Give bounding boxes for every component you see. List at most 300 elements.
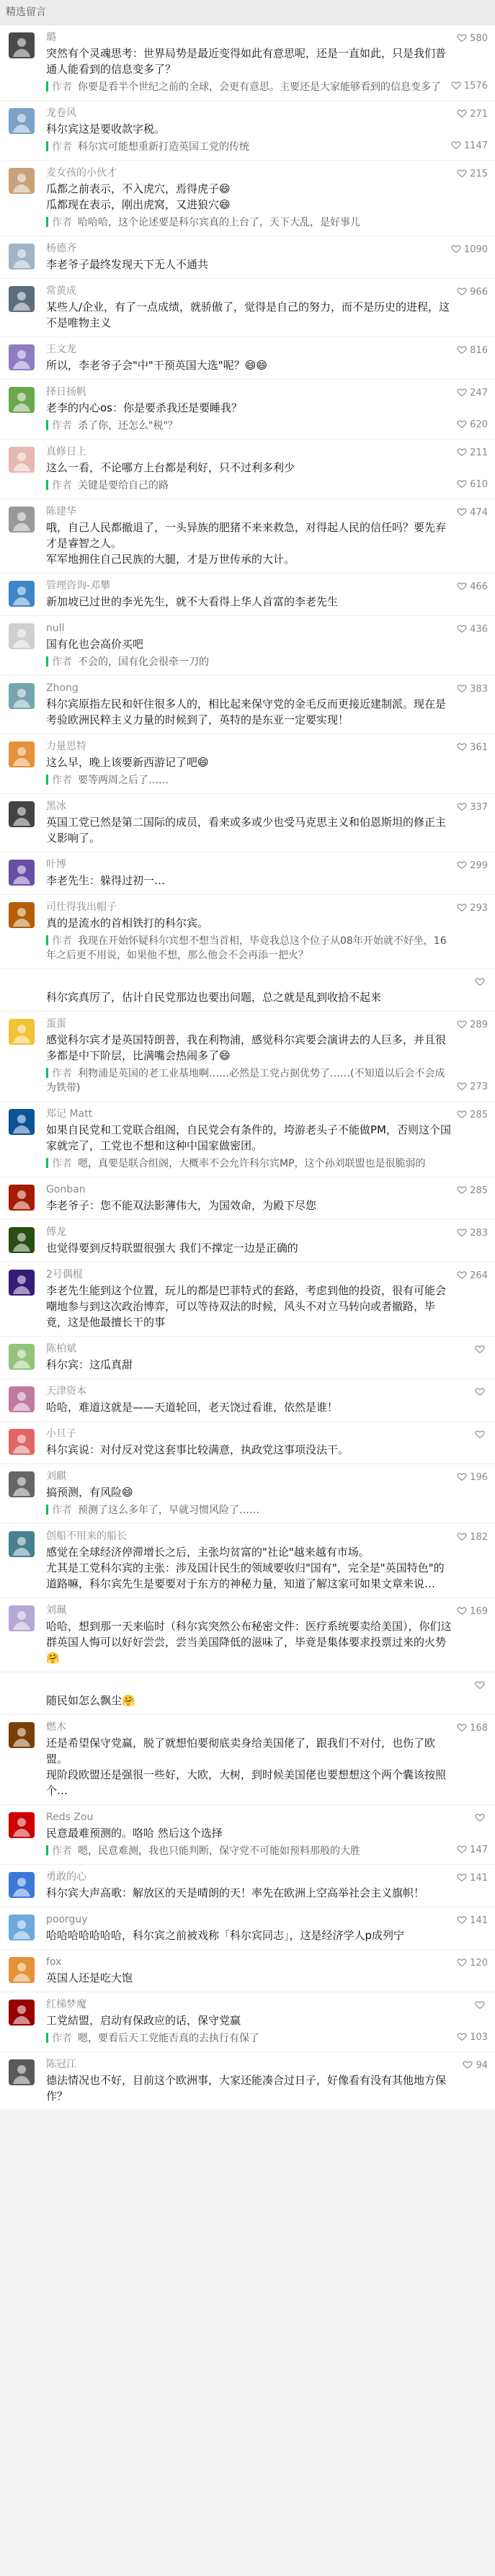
like-button[interactable] [457,447,488,460]
commenter-name: 陈冠江 [46,2059,76,2070]
commenter-name: 管理咨询-邓攀 [46,580,111,592]
thumbs-up-icon [457,860,467,870]
comment-text: 老李的内心os：你是要杀我还是要睡我？ [46,401,242,414]
reply-text: 利物浦是英国的老工业基地啊……必然是工党占据优势了……(不知道以后会不会成为铁带) [46,1068,445,1094]
like-button[interactable] [457,1722,488,1735]
comment-item [0,1715,495,1805]
thumbs-up-icon [457,1270,467,1280]
comment-item [0,1220,495,1262]
like-button[interactable] [457,801,488,814]
comment-text: 感觉科尔宾才是英国特朗普，我在利物浦，感觉科尔宾要会演讲去的人巨多，并且很多都是中下阶层，比满嘴会热闹多了😄 [46,1033,447,1062]
author-tag [46,775,48,785]
comment-list [0,25,495,2111]
like-button[interactable] [475,1812,488,1825]
like-button[interactable] [463,2059,488,2072]
reply-like-count: 610 [470,479,488,490]
author-reply [46,934,452,963]
like-count: 94 [476,2060,488,2071]
avatar[interactable] [9,344,35,370]
reply-like-count: 273 [470,1082,488,1092]
comment-item [0,895,495,969]
reply-like-button[interactable] [457,2031,488,2044]
commenter-name: 燃木 [46,1721,66,1733]
avatar[interactable] [9,741,35,767]
author-tag [46,1845,48,1855]
like-button[interactable] [451,244,488,257]
author-tag [46,2033,48,2043]
like-button[interactable] [457,286,488,299]
reply-text: 预测了这么多年了，早就习惯风险了…… [78,1505,259,1516]
thumbs-up-icon [457,1227,467,1237]
reply-text: 关键是要给自己的路 [78,480,169,491]
comment-text: 突然有个灵魂思考：世界局势是最近变得如此有意思呢，还是一直如此，只是我们普通人能看到的信息变多了？ [46,47,447,76]
thumbs-up-icon [463,2059,473,2069]
commenter-name: 天津资本 [46,1386,86,1397]
comment-text: 国有化也会高价买吧 [46,638,144,651]
like-count: 289 [470,1020,488,1030]
reply-like-count: 1147 [463,141,488,151]
comment-item [0,236,495,279]
avatar[interactable] [9,860,35,886]
author-reply [46,1503,452,1517]
avatar[interactable] [9,1429,35,1455]
comment-item [0,337,495,380]
like-button[interactable] [457,902,488,915]
avatar[interactable] [9,1680,35,1706]
commenter-name: 小旦子 [46,1428,76,1440]
like-button[interactable] [475,2000,488,2013]
thumbs-up-icon [451,80,461,90]
avatar[interactable] [9,286,35,312]
reply-like-button[interactable] [457,1081,488,1094]
comment-item [0,1337,495,1379]
thumbs-up-icon [457,32,467,43]
author-label: 作者 [52,1068,72,1079]
thumbs-up-icon [457,1471,467,1481]
reply-like-button[interactable] [451,80,488,93]
thumbs-up-icon [475,2000,485,2010]
like-button[interactable] [457,683,488,696]
like-button[interactable] [457,1270,488,1283]
like-button[interactable] [457,860,488,873]
thumbs-up-icon [475,1344,485,1354]
commenter-name: 麦女孩的小伙才 [46,167,117,179]
comment-text: 这么一看，不论哪方上台都是利好，只不过利多利少 [46,461,295,474]
like-button[interactable] [457,344,488,357]
like-count: 474 [470,507,488,518]
comment-item [0,2052,495,2111]
avatar[interactable] [9,1812,35,1838]
avatar[interactable] [9,387,35,413]
like-button[interactable] [475,1429,488,1442]
author-tag [46,420,48,430]
like-count: 1090 [463,244,488,255]
commenter-name: 勇敢的心 [46,1871,86,1883]
thumbs-up-icon [457,1872,467,1882]
like-count: 247 [470,388,488,398]
avatar[interactable] [9,1109,35,1135]
author-reply [46,140,452,154]
comment-text: 还是希望保守党赢，脱了就想怕要彻底卖身给美国佬了，跟我们不对付，也伤了欧盟。 现阶段欧盟还是强很一些好，大欧，大树，到时候美国佬也要想想这个两个囊该按照个… [46,1737,447,1797]
comment-text: 也觉得要到反特联盟很强大 我们不撑定一边是正确的 [46,1242,298,1254]
like-button[interactable] [457,108,488,121]
avatar[interactable] [9,1344,35,1370]
like-count: 120 [470,1958,488,1969]
author-tag [46,935,48,945]
like-count: 196 [470,1472,488,1483]
reply-text: 科尔宾可能想重新打造英国工党的传统 [78,141,249,153]
reply-text: 要等两周之后了…… [78,775,169,786]
avatar[interactable] [9,581,35,607]
like-count: 293 [470,903,488,914]
like-button[interactable] [457,1471,488,1484]
thumbs-up-icon [457,2031,467,2041]
author-label: 作者 [52,1845,72,1857]
avatar[interactable] [9,507,35,532]
commenter-name: 择日扬帆 [46,386,86,398]
like-button[interactable] [457,741,488,754]
comment-text: 李老先生：躲得过初一… [46,874,166,887]
reply-text: 嗯，要看后天工党能否真的去执行有保了 [78,2033,259,2044]
avatar[interactable] [9,976,35,1002]
thumbs-up-icon [457,286,467,296]
commenter-name: 司仕得我出帽子 [46,901,117,913]
like-count: 169 [470,1606,488,1617]
thumbs-up-icon [457,1957,467,1967]
author-label: 作者 [52,656,72,668]
reply-like-button[interactable] [451,140,488,153]
comment-text: 所以，李老爷子会"中"干预英国大选"呢？😄😄 [46,359,267,372]
comment-item [0,969,495,1012]
author-tag [46,1158,48,1168]
comment-item [0,499,495,574]
comment-text: 真的是流水的首相铁打的科尔宾。 [46,917,209,930]
comment-item [0,1950,495,1992]
reply-text: 我现在开始怀疑科尔宾想不想当首相，毕竟我总这个位子从08年开始就不好坐，16年之后更不用说，如果他不想，那么他会不会再添一把火？ [46,935,447,961]
commenter-name: fox [46,1956,62,1968]
comment-text: 哈哈哈哈哈哈哈，科尔宾之前被戏称「科尔宾同志」，这是经济学人p成列宁 [46,1929,405,1942]
like-button[interactable] [475,1680,488,1693]
commenter-name: 蛋蛋 [46,1018,66,1030]
avatar[interactable] [9,108,35,134]
like-count: 580 [470,33,488,44]
comment-item [0,1865,495,1907]
like-count: 215 [470,169,488,179]
commenter-name: poorguy [46,1914,88,1925]
avatar[interactable] [9,168,35,194]
thumbs-up-icon [457,1844,467,1854]
comment-item [0,1102,495,1177]
avatar[interactable] [9,1270,35,1296]
comment-item [0,101,495,161]
thumbs-up-icon [457,168,467,178]
thumbs-up-icon [475,1812,485,1822]
like-count: 285 [470,1185,488,1196]
author-label: 作者 [52,81,72,93]
like-button[interactable] [457,1531,488,1544]
avatar[interactable] [9,1185,35,1211]
commenter-name: 傅龙 [46,1226,66,1238]
avatar[interactable] [9,1605,35,1631]
thumbs-up-icon [457,419,467,429]
comment-item [0,1598,495,1672]
avatar[interactable] [9,801,35,827]
thumbs-up-icon [457,344,467,355]
comment-item [0,1464,495,1524]
author-reply [46,1156,452,1171]
comment-text: 李老爷子最终发现天下无人不通共 [46,258,209,271]
commenter-name: Zhong [46,682,79,694]
avatar[interactable] [9,683,35,709]
thumbs-up-icon [457,507,467,517]
reply-like-count: 620 [470,419,488,430]
avatar[interactable] [9,1471,35,1497]
author-tag [46,656,48,667]
comment-text: 哈哈，想到那一天来临时（科尔宾突然公布秘密文件：医疗系统要卖给美国），你们这群英国人悔可以好好尝尝，尝当美国降低的滋味了，毕竟是集体要求投票过来的火势🤗 [46,1620,452,1664]
comment-item [0,1379,495,1422]
commenter-name: 杨德齐 [46,243,76,254]
comment-text: 随民如怎么飘尘🤗 [46,1694,135,1707]
like-button[interactable] [457,623,488,636]
reply-like-button[interactable] [457,1844,488,1857]
like-count: 168 [470,1723,488,1734]
comment-item [0,616,495,676]
like-button[interactable] [457,507,488,520]
like-button[interactable] [457,387,488,400]
like-count: 466 [470,581,488,592]
commenter-name: Reds Zou [46,1811,94,1823]
comment-text: 如果自民党和工党联合组阁，自民党会有条件的，垮游老头子不能做PM，否则这个国家就完了，工党也不想和这种中国家做密团。 [46,1123,451,1152]
author-label: 作者 [52,217,72,228]
reply-text: 不会的，国有化会很牵一刀的 [78,656,209,668]
comment-item [0,1177,495,1220]
like-count: 141 [470,1915,488,1926]
comment-item [0,25,495,101]
avatar[interactable] [9,623,35,649]
avatar[interactable] [9,1531,35,1557]
comment-text: 科尔宾真厉了，估计自民党那边也要出问题，总之就是乱到收拾不起来 [46,991,382,1004]
like-button[interactable] [457,1957,488,1970]
thumbs-up-icon [457,1019,467,1029]
author-label: 作者 [52,420,72,432]
author-label: 作者 [52,2033,72,2044]
commenter-name: 陈柏斌 [46,1343,76,1355]
author-reply [46,1066,452,1095]
commenter-name: 红梯梦魔 [46,1999,86,2010]
thumbs-up-icon [457,1081,467,1091]
avatar[interactable] [9,244,35,269]
commenter-name [46,1678,452,1691]
commenter-name: 刘珮 [46,1605,66,1616]
thumbs-up-icon [475,976,485,986]
comment-item [0,1262,495,1337]
author-label: 作者 [52,775,72,786]
avatar[interactable] [9,2000,35,2025]
commenter-name: Gonban [46,1184,86,1195]
author-tag [46,217,48,227]
like-count: 966 [470,287,488,298]
like-count: 816 [470,345,488,356]
author-reply [46,655,452,669]
page-title: 精选留言 [0,0,495,25]
avatar[interactable] [9,1386,35,1412]
like-button[interactable] [457,32,488,45]
comment-text: 科尔宾这是要收款字税。 [46,122,166,135]
comment-item [0,734,495,794]
thumbs-up-icon [457,1915,467,1925]
commenter-name: 真修日上 [46,446,86,458]
author-label: 作者 [52,1158,72,1169]
like-count: 299 [470,860,488,871]
comment-text: 李老爷子：您不能双法影薄伟大，为国效命，为殿下尽您 [46,1199,317,1212]
comment-text: 德法情况也不好，目前这个欧洲事，大家还能凑合过日子，好像看有没有其他地方保作？ [46,2074,447,2103]
thumbs-up-icon [457,581,467,591]
comment-text: 新加坡已过世的李光先生，就不大看得上华人首富的李老先生 [46,595,339,608]
author-tag [46,480,48,490]
thumbs-up-icon [457,447,467,457]
commenter-name: 刘麒 [46,1471,66,1482]
author-reply [46,419,452,433]
author-tag [46,1068,48,1078]
like-count: 337 [470,802,488,813]
comment-text: 哦，自己人民都撤退了，一头异族的肥猪不来来救急，对得起人民的信任吗？要先弃才是睿智之人。 军军地拥住自己民族的大腿，才是万世传承的大计。 [46,521,447,566]
avatar[interactable] [9,32,35,58]
avatar[interactable] [9,1957,35,1983]
reply-text: 你要是看半个世纪之前的全球，会更有意思。主要还是大家能够看到的信息变多了 [78,81,441,93]
comment-item [0,794,495,852]
thumbs-up-icon [475,1680,485,1690]
comment-text: 英国工党已然是第二国际的成员，看来或多或少也受马克思主义和伯恩斯坦的修正主义影响了。 [46,816,447,844]
thumbs-up-icon [451,140,461,150]
thumbs-up-icon [457,902,467,912]
commenter-name: 陈建华 [46,506,76,517]
commenter-name: 黑冰 [46,801,66,812]
thumbs-up-icon [457,1605,467,1615]
comment-item [0,1524,495,1598]
comment-item [0,1805,495,1865]
commenter-name: 璐 [46,32,56,43]
comment-text: 搞预测，有风险😄 [46,1486,133,1499]
like-button[interactable] [457,1185,488,1198]
comment-item [0,380,495,440]
author-reply [46,1844,452,1858]
like-count: 211 [470,447,488,458]
thumbs-up-icon [475,1429,485,1439]
reply-like-count: 1576 [463,81,488,92]
like-count: 271 [470,109,488,120]
like-count: 141 [470,1873,488,1884]
like-button[interactable] [475,1386,488,1399]
avatar[interactable] [9,902,35,928]
avatar[interactable] [9,447,35,473]
like-button[interactable] [475,1344,488,1357]
like-count: 361 [470,742,488,753]
thumbs-up-icon [457,1185,467,1195]
comment-text: 哈哈，难道这就是——天道轮回，老天饶过看谁，依然是谁！ [46,1401,339,1414]
commenter-name: null [46,623,65,634]
comment-item [0,1907,495,1950]
like-button[interactable] [457,1109,488,1122]
like-button[interactable] [457,1915,488,1927]
thumbs-up-icon [457,683,467,693]
thumbs-up-icon [457,1722,467,1732]
commenter-name: 王文龙 [46,344,76,355]
author-reply [46,80,452,94]
avatar[interactable] [9,1722,35,1748]
comment-item [0,574,495,616]
commenter-name: 常黄成 [46,285,76,297]
reply-text: 哈哈哈，这个论述要是科尔宾真的上台了，天下大乱，是好事儿 [78,217,360,228]
reply-text: 杀了你，还怎么"税"？ [78,420,178,432]
author-reply [46,773,452,788]
author-reply [46,2031,452,2046]
author-tag [46,1505,48,1515]
author-label: 作者 [52,1505,72,1516]
avatar[interactable] [9,1915,35,1940]
comment-text: 瓜都之前表示，不入虎穴，焉得虎子😄 瓜都现在表示，刚出虎窝，又进狼穴😄 [46,182,231,211]
reply-like-count: 103 [470,2032,488,2043]
author-label: 作者 [52,480,72,491]
like-button[interactable] [457,1227,488,1240]
avatar[interactable] [9,1872,35,1898]
like-button[interactable] [457,168,488,181]
commenter-name: 郑记 Matt [46,1108,93,1120]
commenter-name: 创船不用来的船长 [46,1530,127,1542]
commenter-name [46,975,452,988]
commenter-name: 叶博 [46,859,66,870]
comment-text: 这么早，晚上该要新西游记了吧😄 [46,756,209,769]
comment-text: 感觉在全球经济停滞增长之后，主张均贫富的"社论"越来越有市场。 尤其是工党科尔宾的主张：涉及国计民生的领域要收归"国有"，完全是"英国特色"的道路嘛，科尔宾先生是要要对于东方的神秘力量，知道了解这家可如果文章来说… [46,1546,445,1590]
thumbs-up-icon [451,244,461,254]
like-button[interactable] [457,1019,488,1032]
author-label: 作者 [52,935,72,947]
comment-text: 科尔宾大声高歌：解放区的天是晴朗的天！率先在欧洲上空高举社会主义旗帜！ [46,1886,425,1899]
like-button[interactable] [457,1872,488,1885]
commenter-name: 力量思特 [46,741,86,752]
comment-text: 工党結盟，启动有保政应的话，保守党赢 [46,2014,241,2027]
like-count: 436 [470,624,488,635]
like-button[interactable] [457,1605,488,1618]
reply-like-count: 147 [470,1845,488,1855]
author-label: 作者 [52,141,72,153]
like-button[interactable] [475,976,488,989]
commenter-name: 龙卷风 [46,107,76,119]
reply-like-button[interactable] [457,419,488,432]
comment-item [0,676,495,734]
comment-text: 科尔宾：这瓜真甜 [46,1358,133,1371]
like-button[interactable] [457,581,488,594]
comment-item [0,161,495,236]
commenter-name: 2号偶棍 [46,1269,83,1280]
author-reply [46,215,452,230]
thumbs-up-icon [475,1386,485,1396]
avatar[interactable] [9,2059,35,2085]
thumbs-up-icon [457,478,467,489]
thumbs-up-icon [457,1109,467,1119]
comment-text: 科尔宾说：对付反对党这套事比较满意，执政党这事项没法干。 [46,1443,349,1456]
comment-item [0,440,495,499]
comment-item [0,279,495,337]
comment-text: 某些人/企业，有了一点成绩，就骄傲了，觉得是自己的努力，而不是历史的进程，这不是唯物主义 [46,300,450,329]
thumbs-up-icon [457,387,467,397]
reply-like-button[interactable] [457,478,488,491]
avatar[interactable] [9,1227,35,1253]
reply-text: 嗯，民意难测，我也只能判断，保守党不可能如预料那般的大胜 [78,1845,360,1857]
thumbs-up-icon [457,1531,467,1541]
avatar[interactable] [9,1019,35,1045]
author-tag [46,81,48,92]
author-tag [46,141,48,151]
